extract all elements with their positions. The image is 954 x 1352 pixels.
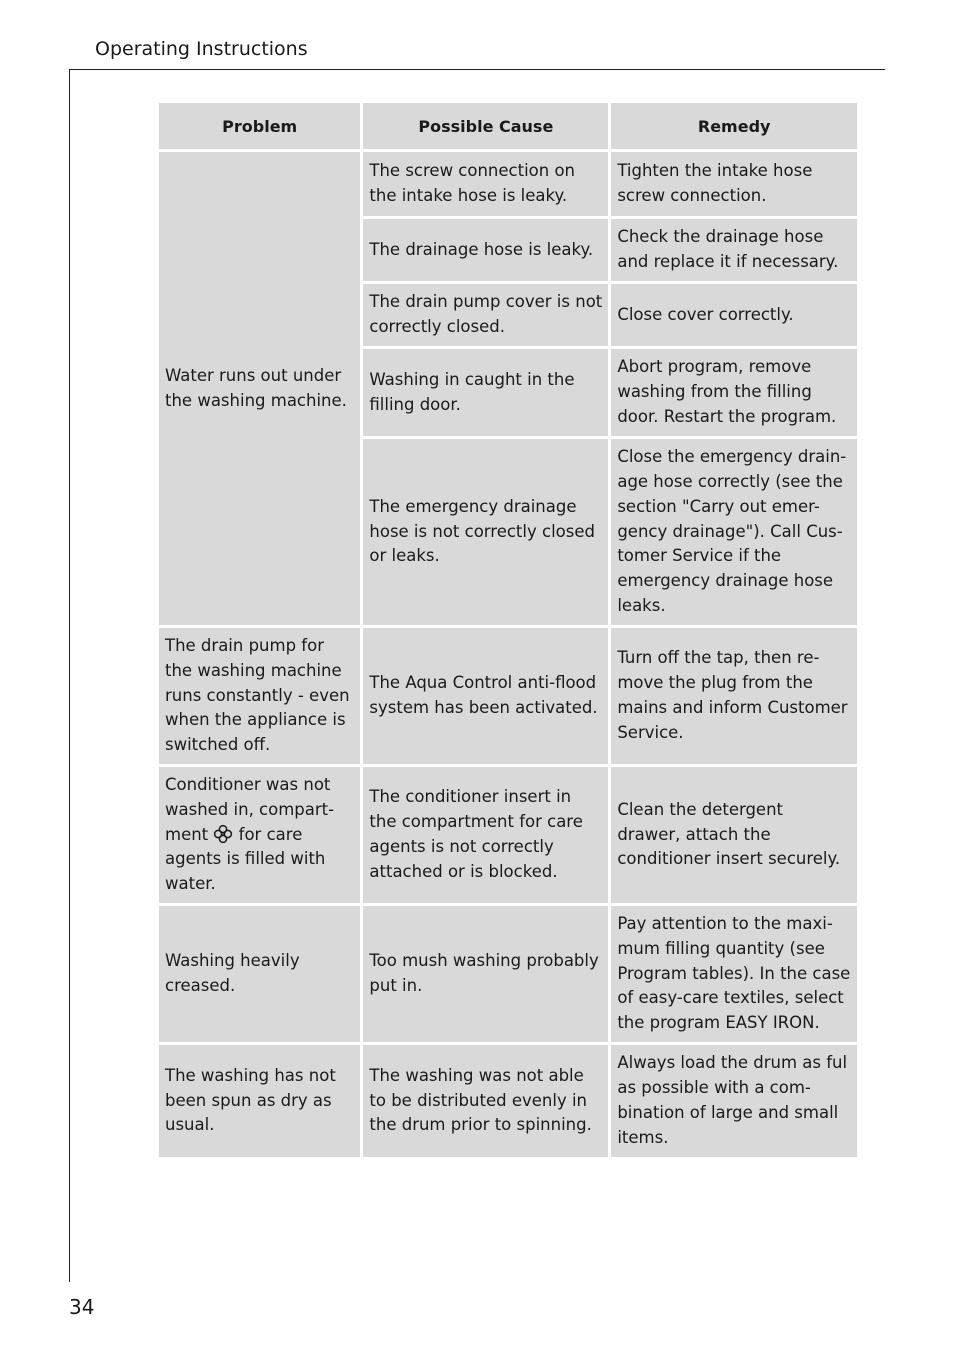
problem-text-end: for care agents is filled with water. bbox=[165, 824, 326, 894]
cause-cell: The conditioner insert in the compartment for care agents is not correctly attached or is blocked. bbox=[363, 767, 608, 903]
cause-cell: The drainage hose is leaky. bbox=[363, 219, 608, 281]
header-rule bbox=[69, 69, 885, 70]
problem-text-start: Conditioner was not washed in, compart-ment bbox=[165, 775, 335, 844]
table-header-row bbox=[159, 103, 857, 149]
remedy-cell: Close cover correctly. bbox=[611, 284, 857, 346]
problem-cell: The washing has not been spun as dry as usual. bbox=[159, 1045, 360, 1157]
header-remedy: Remedy bbox=[611, 103, 857, 149]
table-row bbox=[159, 1045, 857, 1157]
remedy-cell: Check the drainage hose and replace it if necessary. bbox=[611, 219, 857, 281]
cause-cell: The screw connection on the intake hose is leaky. bbox=[363, 152, 608, 216]
problem-cell bbox=[159, 767, 360, 903]
cause-cell: The drain pump cover is not correctly closed. bbox=[363, 284, 608, 346]
table-row bbox=[159, 628, 857, 764]
remedy-cell: Always load the drum as ful as possible with a com-bination of large and small items. bbox=[611, 1045, 857, 1157]
flower-icon bbox=[213, 824, 233, 844]
cause-cell: Washing in caught in the filling door. bbox=[363, 349, 608, 436]
remedy-cell: Abort program, remove washing from the filling door. Restart the program. bbox=[611, 349, 857, 436]
header-problem: Problem bbox=[159, 103, 360, 149]
page-header-title: Operating Instructions bbox=[95, 38, 308, 60]
troubleshooting-table bbox=[156, 100, 860, 1160]
problem-cell: Water runs out under the washing machine. bbox=[159, 152, 360, 625]
problem-cell: Washing heavily creased. bbox=[159, 906, 360, 1042]
problem-cell: The drain pump for the washing machine runs constantly - even when the appliance is switched off. bbox=[159, 628, 360, 764]
remedy-cell: Close the emergency drain-age hose correctly (see the section "Carry out emer-gency drainage"). Call Cus-tomer Service if the emergency drainage hose leaks. bbox=[611, 439, 857, 625]
table-row bbox=[159, 152, 857, 216]
header-cause: Possible Cause bbox=[363, 103, 608, 149]
remedy-cell: Tighten the intake hose screw connection. bbox=[611, 152, 857, 216]
cause-cell: The washing was not able to be distributed evenly in the drum prior to spinning. bbox=[363, 1045, 608, 1157]
page-number: 34 bbox=[69, 1295, 95, 1319]
margin-rule bbox=[69, 69, 70, 1282]
cause-cell: Too mush washing probably put in. bbox=[363, 906, 608, 1042]
cause-cell: The emergency drainage hose is not correctly closed or leaks. bbox=[363, 439, 608, 625]
remedy-cell: Turn off the tap, then re-move the plug from the mains and inform Customer Service. bbox=[611, 628, 857, 764]
table-row bbox=[159, 906, 857, 1042]
table-row bbox=[159, 767, 857, 903]
cause-cell: The Aqua Control anti-flood system has been activated. bbox=[363, 628, 608, 764]
remedy-cell: Pay attention to the maxi-mum filling quantity (see Program tables). In the case of easy-care textiles, select the program EASY IRON. bbox=[611, 906, 857, 1042]
remedy-cell: Clean the detergent drawer, attach the conditioner insert securely. bbox=[611, 767, 857, 903]
